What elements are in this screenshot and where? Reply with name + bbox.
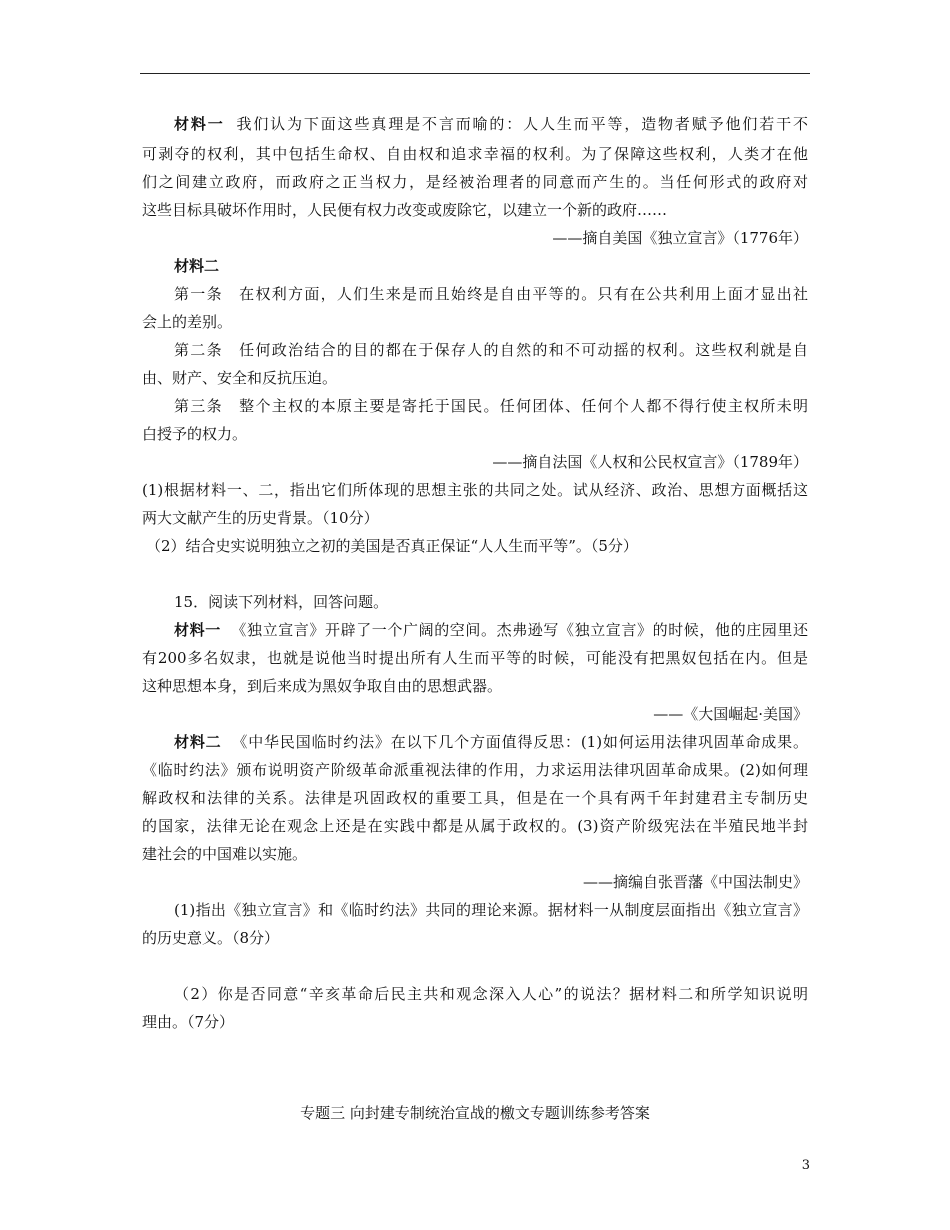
q14-m1-text-2: 们之间建立政府，而政府之正当权力，是经被治理者的同意而产生的。当任何形式的政府对 — [142, 173, 808, 191]
q14-m2-text-4: 第三条 整个主权的本原主要是寄托于国民。任何团体、任何个人都不得行使主权所未明 — [174, 397, 808, 415]
q15-material-two-line — [142, 732, 808, 752]
q15-question-2-cont: 理由。（7分） — [142, 1013, 235, 1031]
q14-material-one-line — [142, 114, 808, 134]
page-number: 3 — [801, 1158, 810, 1173]
q14-m1-source: ——摘自美国《独立宣言》（1776年） — [552, 229, 808, 247]
q15-m2-text-4: 建社会的中国难以实施。 — [142, 845, 308, 863]
q14-m2-text-3: 由、财产、安全和反抗压迫。 — [142, 369, 338, 387]
q15-material-one-label: 材料一 — [174, 621, 221, 639]
q15-material-one-line — [142, 620, 808, 640]
header-rule — [140, 73, 810, 74]
q15-material-two-label: 材料二 — [174, 733, 222, 751]
q14-question-1: (1)根据材料一、二，指出它们所体现的思想主张的共同之处。试从经济、政治、思想方面概括这 — [142, 481, 808, 499]
q14-question-2: （2）结合史实说明独立之初的美国是否真正保证“人人生而平等”。（5分） — [146, 537, 638, 555]
q15-question-1-cont: 的历史意义。（8分） — [142, 929, 280, 947]
q15-m1-source: ——《大国崛起·美国》 — [653, 705, 808, 723]
q14-material-one-label: 材料一 — [174, 115, 225, 133]
q15-m2-source: ——摘编自张晋藩《中国法制史》 — [582, 873, 808, 891]
q14-m1-text-3: 这些目标具破坏作用时，人民便有权力改变或废除它，以建立一个新的政府…… — [142, 201, 668, 219]
q14-material-two-label: 材料二 — [174, 257, 220, 275]
q14-m2-text-2: 第二条 任何政治结合的目的都在于保存人的自然的和不可动摇的权利。这些权利就是自 — [174, 341, 808, 359]
q15-question-2: （2）你是否同意“辛亥革命后民主共和观念深入人心”的说法？据材料二和所学知识说明 — [174, 985, 808, 1003]
q15-m1-text-0: 《独立宣言》开辟了一个广阔的空间。杰弗逊写《独立宣言》的时候，他的庄园里还 — [230, 621, 808, 639]
q14-m2-source: ——摘自法国《人权和公民权宣言》（1789年） — [492, 453, 808, 471]
answer-section-title: 专题三 向封建专制统治宣战的檄文专题训练参考答案 — [300, 1104, 650, 1122]
q14-question-1-cont: 两大文献产生的历史背景。（10分） — [142, 509, 379, 527]
q15-question-1: (1)指出《独立宣言》和《临时约法》共同的理论来源。据材料一从制度层面指出《独立宣言》 — [174, 901, 808, 919]
q15-m2-text-2: 解政权和法律的关系。法律是巩固政权的重要工具，但是在一个具有两千年封建君主专制历史 — [142, 789, 808, 807]
q14-m2-text-5: 白授予的权力。 — [142, 425, 248, 443]
q14-m2-text-1: 会上的差别。 — [142, 313, 233, 331]
q14-m2-text-0: 第一条 在权利方面，人们生来是而且始终是自由平等的。只有在公共利用上面才显出社 — [174, 285, 808, 303]
q15-heading: 15．阅读下列材料，回答问题。 — [174, 593, 389, 611]
q14-m1-text-0: 我们认为下面这些真理是不言而喻的：人人生而平等，造物者赋予他们若干不 — [234, 115, 808, 133]
q15-m2-text-1: 《临时约法》颁布说明资产阶级革命派重视法律的作用，力求运用法律巩固革命成果。(2)如何理 — [142, 761, 808, 779]
q15-m2-text-0: 《中华民国临时约法》在以下几个方面值得反思：(1)如何运用法律巩固革命成果。 — [231, 733, 808, 751]
q15-m2-text-3: 的国家，法律无论在观念上还是在实践中都是从属于政权的。(3)资产阶级宪法在半殖民地半封 — [142, 817, 808, 835]
q15-m1-text-2: 这种思想本身，到后来成为黑奴争取自由的思想武器。 — [142, 677, 503, 695]
q15-m1-text-1: 有200多名奴隶，也就是说他当时提出所有人生而平等的时候，可能没有把黑奴包括在内。但是 — [142, 649, 808, 667]
q14-m1-text-1: 可剥夺的权利，其中包括生命权、自由权和追求幸福的权利。为了保障这些权利，人类才在他 — [142, 145, 808, 163]
